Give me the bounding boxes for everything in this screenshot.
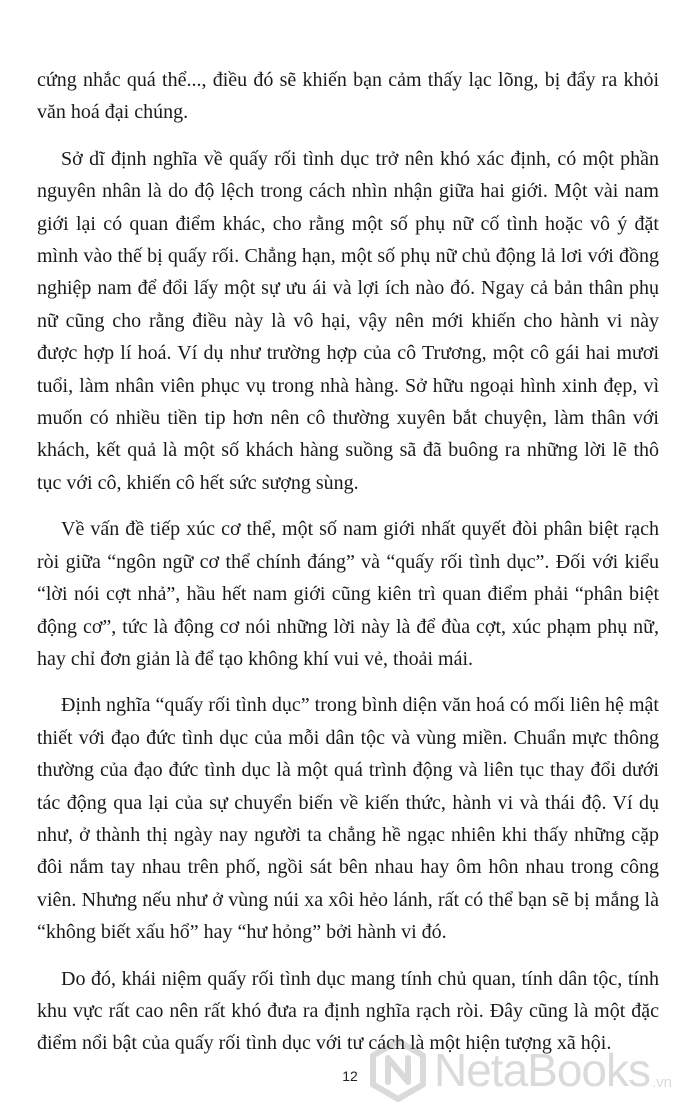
paragraph-continuation: cứng nhắc quá thể..., điều đó sẽ khiến bạn cảm thấy lạc lõng, bị đẩy ra khỏi văn hoá đại chúng. <box>37 69 659 124</box>
page-number: 12 <box>342 1068 358 1084</box>
paragraph-cultural-definition: Định nghĩa “quấy rối tình dục” trong bình diện văn hoá có mối liên hệ mật thiết với đạo đức tình dục của mỗi dân tộc và vùng miền. Chuẩn mực thông thường của đạo đức tình dục là một quá trình động và liên tục thay đổi dưới tác động qua lại của sự chuyển biến về kiến thức, hành vi và thái độ. Ví dụ như, ở thành thị ngày nay người ta chẳng hề ngạc nhiên khi thấy những cặp đôi nắm tay nhau trên phố, ngồi sát bên nhau hay ôm hôn nhau trong công viên. Nhưng nếu như ở vùng núi xa xôi hẻo lánh, rất có thể bạn sẽ bị mắng là “không biết xấu hổ” hay “hư hỏng” bởi hành vi đó. <box>37 694 659 944</box>
netabooks-logo-icon <box>366 1038 430 1102</box>
paragraph-body-contact: Về vấn đề tiếp xúc cơ thể, một số nam giới nhất quyết đòi phân biệt rạch ròi giữa “ngôn ngữ cơ thể chính đáng” và “quấy rối tình dục”. Đối với kiểu “lời nói cợt nhả”, hầu hết nam giới cũng kiên trì quan điểm phải “phân biệt động cơ”, tức là động cơ nói những lời này là để đùa cợt, xúc phạm phụ nữ, hay chỉ đơn giản là để tạo không khí vui vẻ, thoải mái. <box>37 518 659 670</box>
paragraph-harassment-definition: Sở dĩ định nghĩa về quấy rối tình dục trở nên khó xác định, có một phần nguyên nhân là do độ lệch trong cách nhìn nhận giữa hai giới. Một vài nam giới lại có quan điểm khác, cho rằng một số phụ nữ cố tình hoặc vô ý đặt mình vào thế bị quấy rối. Chẳng hạn, một số phụ nữ chủ động lả lơi với đồng nghiệp nam để đổi lấy một sự ưu ái và lợi ích nào đó. Ngay cả bản thân phụ nữ cũng cho rằng điều này là vô hại, vậy nên mới khiến cho hành vi này được hợp lí hoá. Ví dụ như trường hợp của cô Trương, một cô gái hai mươi tuổi, làm nhân viên phục vụ trong nhà hàng. Sở hữu ngoại hình xinh đẹp, vì muốn có nhiều tiền tip hơn nên cô thường xuyên bắt chuyện, làm thân với khách, kết quả là một số khách hàng suồng sã đã buông ra những lời lẽ thô tục với cô, khiến cô hết sức sượng sùng. <box>37 147 659 494</box>
watermark-brand: NetaBooks <box>434 1044 651 1096</box>
watermark-suffix: .vn <box>652 1074 673 1091</box>
page-body <box>37 64 659 1074</box>
paragraph-conclusion: Do đó, khái niệm quấy rối tình dục mang tính chủ quan, tính dân tộc, tính khu vực rất cao nên rất khó đưa ra định nghĩa rạch ròi. Đây cũng là một đặc điểm nổi bật của quấy rối tình dục với tư cách là một hiện tượng xã hội. <box>37 967 659 1055</box>
netabooks-watermark <box>366 1035 672 1105</box>
